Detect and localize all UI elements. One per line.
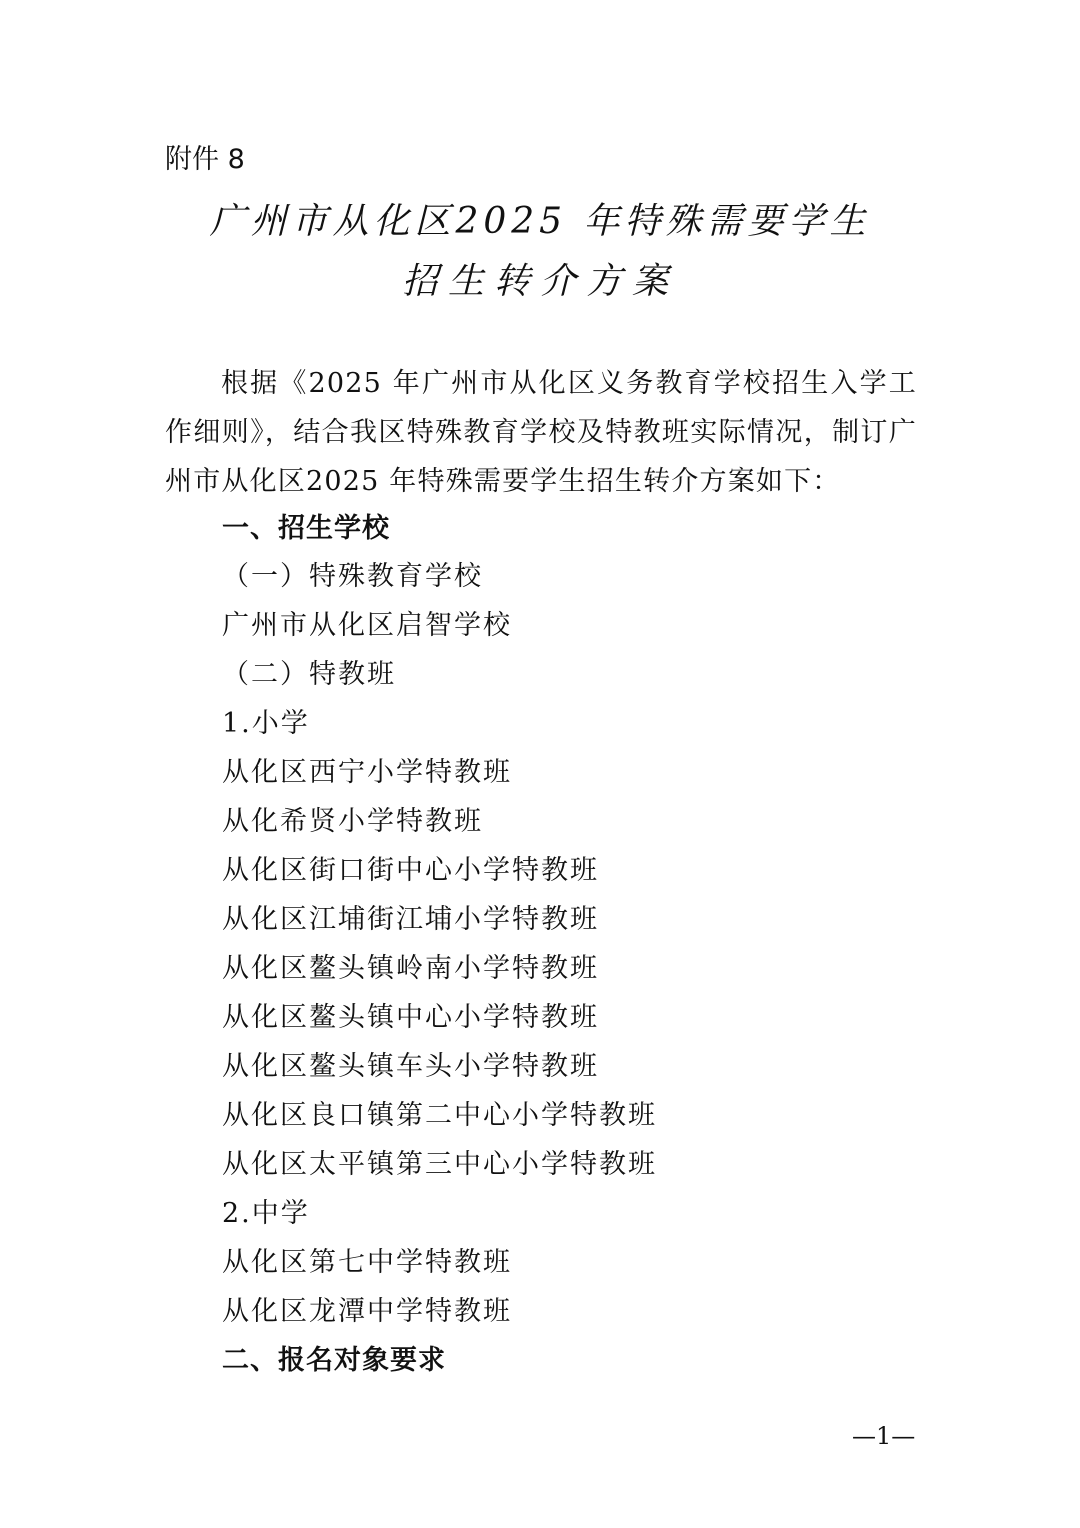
primary-school-item: 从化区太平镇第三中心小学特教班 bbox=[222, 1149, 657, 1180]
document-title-line-2: 招生转介方案 bbox=[401, 261, 678, 302]
intro-paragraph: 根据《2025 年广州市从化区义务教育学校招生入学工作细则》，结合我区特殊教育学校及特教班实际情况，制订广州市从化区2025 年特殊需要学生招生转介方案如下： bbox=[165, 368, 917, 497]
primary-school-item: 从化区鳌头镇中心小学特教班 bbox=[222, 1002, 599, 1033]
secondary-school-item: 从化区龙潭中学特教班 bbox=[222, 1296, 512, 1327]
primary-heading: 1.小学 bbox=[222, 708, 310, 739]
section-1-heading: 一、招生学校 bbox=[222, 513, 390, 544]
section-2-heading: 二、报名对象要求 bbox=[222, 1345, 446, 1376]
primary-school-item: 从化区江埔街江埔小学特教班 bbox=[222, 904, 599, 935]
subsection-2-heading: （二）特教班 bbox=[222, 659, 396, 690]
primary-school-item: 从化区西宁小学特教班 bbox=[222, 757, 512, 788]
special-school-item: 广州市从化区启智学校 bbox=[222, 610, 512, 641]
primary-school-item: 从化区良口镇第二中心小学特教班 bbox=[222, 1100, 657, 1131]
secondary-school-item: 从化区第七中学特教班 bbox=[222, 1247, 512, 1278]
page-number: —1— bbox=[852, 1422, 916, 1450]
primary-school-item: 从化希贤小学特教班 bbox=[222, 806, 483, 837]
primary-school-item: 从化区街口街中心小学特教班 bbox=[222, 855, 599, 886]
primary-school-item: 从化区鳌头镇岭南小学特教班 bbox=[222, 953, 599, 984]
secondary-heading: 2.中学 bbox=[222, 1198, 310, 1229]
attachment-label: 附件 8 bbox=[165, 144, 245, 175]
subsection-1-heading: （一）特殊教育学校 bbox=[222, 561, 483, 592]
primary-school-item: 从化区鳌头镇车头小学特教班 bbox=[222, 1051, 599, 1082]
document-title-line-1: 广州市从化区2025 年特殊需要学生 bbox=[209, 201, 871, 242]
